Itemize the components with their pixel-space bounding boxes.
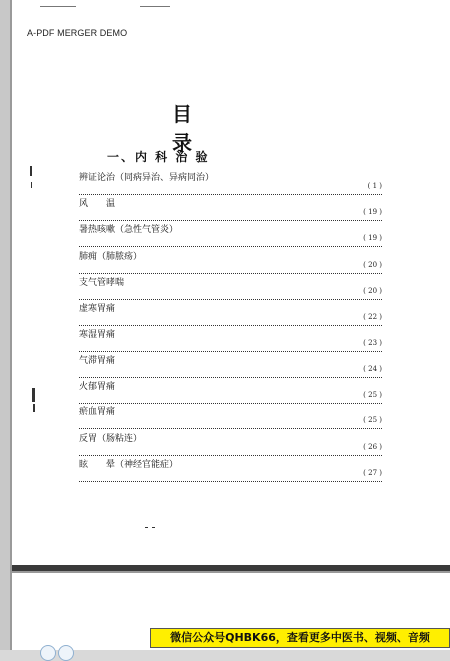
toc-entry-page: ( 27 ) bbox=[363, 469, 382, 477]
toc-entry[interactable] bbox=[79, 224, 382, 242]
toc-entry-page: ( 19 ) bbox=[363, 208, 382, 216]
toc-entry[interactable] bbox=[79, 433, 382, 451]
toc-entry-page: ( 25 ) bbox=[363, 391, 382, 399]
toc-entry-title: 暑热咳嗽（急性气管炎） bbox=[79, 225, 179, 235]
pdf-page bbox=[12, 0, 450, 565]
scan-mark bbox=[30, 166, 32, 176]
toc-entry-page: ( 20 ) bbox=[363, 287, 382, 295]
toc-entry-page: ( 20 ) bbox=[363, 261, 382, 269]
toc-entry[interactable] bbox=[79, 355, 382, 373]
nav-circle-icon[interactable] bbox=[40, 645, 56, 661]
page-title: 目 录 bbox=[172, 102, 236, 155]
toc-leader bbox=[79, 395, 382, 404]
promo-banner: 微信公众号QHBK66，查看更多中医书、视频、音频 bbox=[150, 628, 450, 648]
toc-entry-title: 寒湿胃痛 bbox=[79, 330, 116, 340]
toc-entry-title: 火郁胃痛 bbox=[79, 382, 116, 392]
toc-leader bbox=[79, 186, 382, 195]
toc-entry-title: 眩 晕（神经官能症） bbox=[79, 460, 179, 470]
scan-mark bbox=[152, 527, 155, 528]
toc-entry[interactable] bbox=[79, 381, 382, 399]
toc-leader bbox=[79, 212, 382, 221]
scan-mark bbox=[145, 527, 148, 528]
toc-leader bbox=[79, 447, 382, 456]
toc-entry-title: 风 温 bbox=[79, 199, 116, 209]
toc-entry-page: ( 24 ) bbox=[363, 365, 382, 373]
toc-entry[interactable] bbox=[79, 459, 382, 477]
toc-entry-page: ( 25 ) bbox=[363, 416, 382, 424]
toc-entry[interactable] bbox=[79, 172, 382, 190]
toc-entry-title: 辨证论治（同病异治、异病同治） bbox=[79, 173, 215, 183]
toc-entry[interactable] bbox=[79, 406, 382, 424]
toc-entry-page: ( 19 ) bbox=[363, 234, 382, 242]
top-rule-right bbox=[140, 6, 170, 7]
toc-entry-page: ( 23 ) bbox=[363, 339, 382, 347]
toc-leader bbox=[79, 343, 382, 352]
toc-entry-title: 瘀血胃痛 bbox=[79, 407, 116, 417]
toc-entry-title: 肺痈（肺脓疡） bbox=[79, 252, 143, 262]
toc-leader bbox=[79, 238, 382, 247]
watermark-text: A-PDF MERGER DEMO bbox=[27, 28, 128, 38]
toc-entry-title: 虚寒胃痛 bbox=[79, 304, 116, 314]
nav-circle-icon[interactable] bbox=[58, 645, 74, 661]
toc-entry-title: 支气管哮喘 bbox=[79, 278, 125, 288]
top-rule-left bbox=[40, 6, 76, 7]
toc-entry[interactable] bbox=[79, 251, 382, 269]
toc-leader bbox=[79, 291, 382, 300]
scan-mark bbox=[33, 404, 35, 412]
scan-mark bbox=[32, 388, 35, 402]
toc-entry-page: ( 1 ) bbox=[367, 182, 382, 190]
toc-entry-title: 气滞胃痛 bbox=[79, 356, 116, 366]
section-heading: 一、内 科 治 验 bbox=[107, 150, 210, 164]
toc-entry-title: 反胃（肠粘连） bbox=[79, 434, 143, 444]
toc-leader bbox=[79, 473, 382, 482]
toc-leader bbox=[79, 369, 382, 378]
toc-entry[interactable] bbox=[79, 198, 382, 216]
toc-entry-page: ( 26 ) bbox=[363, 443, 382, 451]
scan-mark bbox=[31, 182, 32, 188]
toc-entry[interactable] bbox=[79, 303, 382, 321]
toc-leader bbox=[79, 420, 382, 429]
toc-leader bbox=[79, 317, 382, 326]
toc-leader bbox=[79, 265, 382, 274]
toc-entry[interactable] bbox=[79, 329, 382, 347]
toc-entry[interactable] bbox=[79, 277, 382, 295]
toc-entry-page: ( 22 ) bbox=[363, 313, 382, 321]
